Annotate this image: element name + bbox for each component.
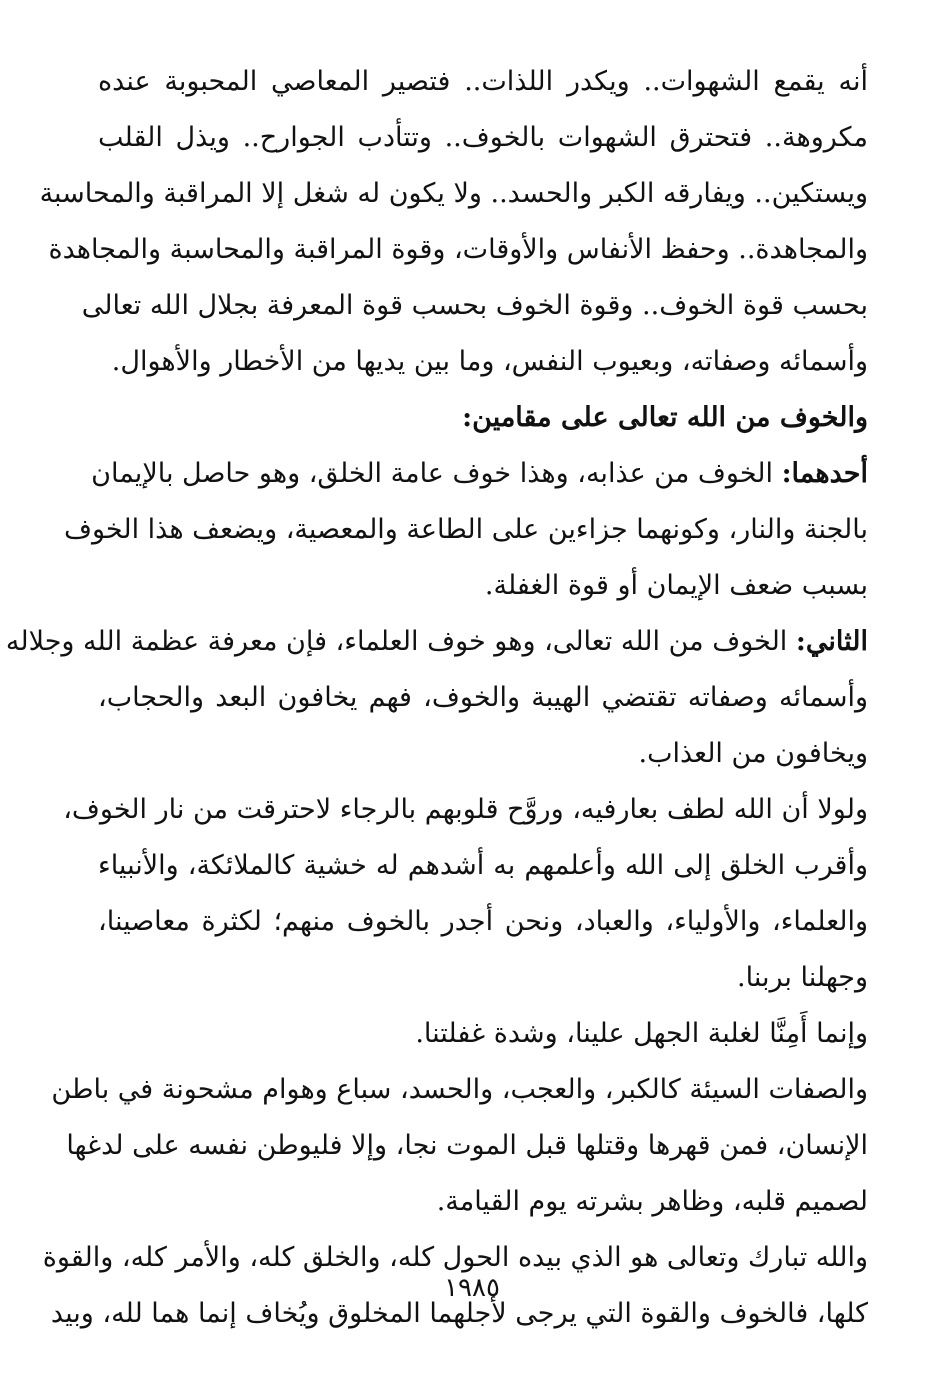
text-line-16: والعلماء، والأولياء، والعباد، ونحن أجدر بالخوف منهم؛ لكثرة معاصينا،	[98, 906, 868, 937]
text-line-1: أنه يقمع الشهوات.. ويكدر اللذات.. فتصير المعاصي المحبوبة عنده	[98, 66, 868, 97]
text-line-8	[91, 446, 868, 502]
page-body-text	[5, 54, 868, 1342]
text-line-22: والله تبارك وتعالى هو الذي بيده الحول كله، والخلق كله، والأمر كله، والقوة	[42, 1242, 868, 1273]
text-line-13: ويخافون من العذاب.	[638, 738, 868, 769]
text-line-15: وأقرب الخلق إلى الله وأعلمهم به أشدهم له خشية كالملائكة، والأنبياء	[98, 850, 868, 881]
text-line-12: وأسمائه وصفاته تقتضي الهيبة والخوف، فهم يخافون البعد والحجاب،	[98, 682, 868, 713]
text-line-4: والمجاهدة.. وحفظ الأنفاس والأوقات، وقوة المراقبة والمحاسبة والمجاهدة	[48, 234, 868, 265]
text-line-14: ولولا أن الله لطف بعارفيه، وروَّح قلوبهم بالرجاء لاحترقت من نار الخوف،	[63, 794, 868, 825]
text-line-23: كلها، فالخوف والقوة التي يرجى لأجلهما المخلوق ويُخاف إنما هما لله، وبيد	[50, 1298, 868, 1329]
text-line-20: الإنسان، فمن قهرها وقتلها قبل الموت نجا، وإلا فليوطن نفسه على لدغها	[66, 1130, 868, 1161]
text-line-18: وإنما أَمِنَّا لغلبة الجهل علينا، وشدة غفلتنا.	[415, 1018, 868, 1049]
first-station-text: الخوف من عذابه، وهذا خوف عامة الخلق، وهو حاصل بالإيمان	[91, 458, 782, 489]
text-line-9: بالجنة والنار، وكونهما جزاءين على الطاعة والمعصية، ويضعف هذا الخوف	[64, 514, 868, 545]
text-line-21: لصميم قلبه، وظاهر بشرته يوم القيامة.	[436, 1186, 868, 1217]
text-line-10: بسبب ضعف الإيمان أو قوة الغفلة.	[484, 570, 868, 601]
page-number: ١٩٨٥	[444, 1273, 500, 1303]
section-heading: والخوف من الله تعالى على مقامين:	[462, 402, 868, 433]
text-line-17: وجهلنا بربنا.	[737, 962, 868, 993]
text-line-5: بحسب قوة الخوف.. وقوة الخوف بحسب قوة المعرفة بجلال الله تعالى	[81, 290, 868, 321]
second-station-label: الثاني:	[795, 626, 868, 657]
text-line-2: مكروهة.. فتحترق الشهوات بالخوف.. وتتأدب الجوارح.. ويذل القلب	[98, 122, 868, 153]
text-line-19: والصفات السيئة كالكبر، والعجب، والحسد، سباع وهوام مشحونة في باطن	[51, 1074, 868, 1105]
text-line-11	[5, 614, 868, 670]
text-line-3: ويستكين.. ويفارقه الكبر والحسد.. ولا يكون له شغل إلا المراقبة والمحاسبة	[39, 178, 868, 209]
second-station-text: الخوف من الله تعالى، وهو خوف العلماء، فإن معرفة عظمة الله وجلاله	[5, 626, 796, 657]
first-station-label: أحدهما:	[781, 458, 868, 489]
text-line-6: وأسمائه وصفاته، وبعيوب النفس، وما بين يديها من الأخطار والأهوال.	[111, 346, 868, 377]
